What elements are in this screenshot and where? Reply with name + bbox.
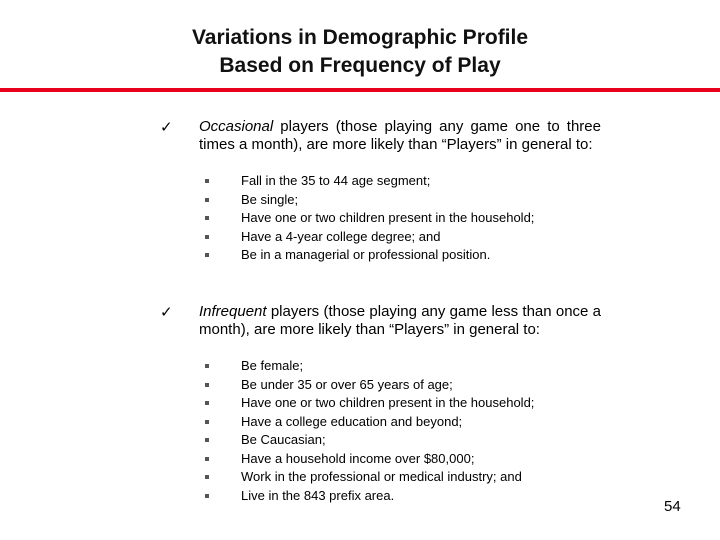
list-item: [205, 246, 605, 265]
section-infrequent-term: Infrequent: [199, 303, 267, 320]
list-item: [205, 487, 605, 506]
list-item-text: Be in a managerial or professional position.: [241, 247, 491, 262]
list-item: [205, 468, 605, 487]
list-item-text: Be single;: [241, 191, 299, 207]
square-bullet-icon: [205, 401, 209, 405]
square-bullet-icon: [205, 364, 209, 368]
list-item: [205, 191, 605, 210]
check-mark-icon: ✓: [160, 304, 173, 321]
list-item-text: Be under 35 or over 65 years of age;: [241, 376, 453, 392]
check-mark-icon: ✓: [160, 119, 173, 136]
square-bullet-icon: [205, 438, 209, 442]
square-bullet-icon: [205, 179, 209, 183]
list-item: [205, 209, 605, 228]
section-infrequent-text: players (those playing any game less than once a month), are more likely than “Players” in general to:: [199, 303, 601, 338]
page-number: 54: [664, 498, 681, 515]
square-bullet-icon: [205, 494, 209, 498]
slide-title-line-2: Based on Frequency of Play: [219, 54, 501, 77]
section-occasional-term: Occasional: [199, 118, 274, 135]
list-item-text: Have a household income over $80,000;: [241, 450, 475, 466]
list-item: [205, 394, 605, 413]
list-item-text: Work in the professional or medical industry; and: [241, 469, 522, 484]
square-bullet-icon: [205, 457, 209, 461]
square-bullet-icon: [205, 475, 209, 479]
square-bullet-icon: [205, 383, 209, 387]
square-bullet-icon: [205, 198, 209, 202]
title-divider: [0, 88, 720, 92]
section-infrequent-paragraph: [199, 303, 601, 339]
list-item: [205, 357, 605, 376]
list-item-text: Be female;: [241, 358, 304, 373]
square-bullet-icon: [205, 253, 209, 257]
square-bullet-icon: [205, 420, 209, 424]
list-item-text: Have one or two children present in the household;: [241, 395, 535, 410]
list-item-text: Have one or two children present in the household;: [241, 210, 535, 225]
list-item: [205, 172, 605, 191]
list-item-text: Have a 4-year college degree; and: [241, 228, 441, 244]
slide-title-line-1: Variations in Demographic Profile: [191, 26, 529, 49]
square-bullet-icon: [205, 216, 209, 220]
list-item: [205, 450, 605, 469]
slide-title: [0, 24, 720, 80]
square-bullet-icon: [205, 235, 209, 239]
section-occasional-paragraph: [199, 118, 601, 154]
list-item: [205, 413, 605, 432]
list-item: [205, 228, 605, 247]
list-item-text: Fall in the 35 to 44 age segment;: [241, 173, 431, 188]
list-item-text: Live in the 843 prefix area.: [241, 487, 395, 503]
list-item-text: Have a college education and beyond;: [241, 413, 463, 429]
section-occasional-text: players (those playing any game one to three times a month), are more likely than “Players” in general to:: [199, 118, 601, 153]
section-infrequent-bullets: [205, 357, 605, 505]
list-item: [205, 376, 605, 395]
list-item: [205, 431, 605, 450]
section-occasional-bullets: [205, 172, 605, 265]
list-item-text: Be Caucasian;: [241, 432, 326, 447]
